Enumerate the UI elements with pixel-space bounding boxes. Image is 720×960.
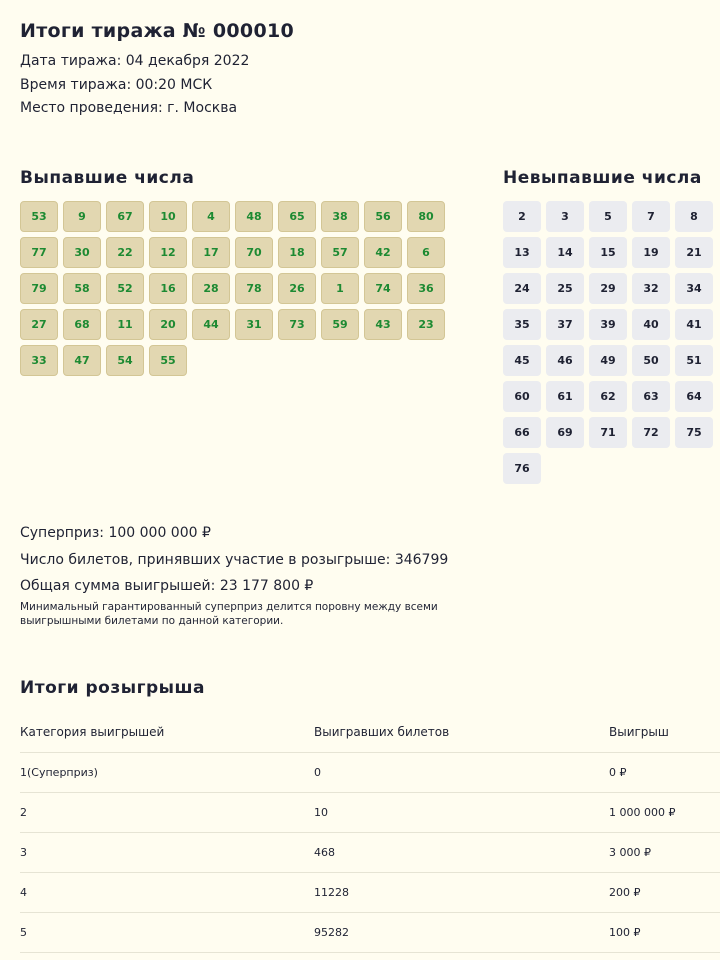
undrawn-number: 69: [546, 417, 584, 448]
undrawn-number: 40: [632, 309, 670, 340]
drawn-number: 33: [20, 345, 58, 376]
drawn-numbers-grid: [20, 201, 445, 376]
column-header-prize: Выигрыш: [609, 725, 669, 739]
undrawn-number: 34: [675, 273, 713, 304]
undrawn-number: 51: [675, 345, 713, 376]
draw-date: Дата тиража: 04 декабря 2022: [20, 53, 250, 69]
undrawn-number: 13: [503, 237, 541, 268]
undrawn-number: 2: [503, 201, 541, 232]
page-title: Итоги тиража № 000010: [20, 20, 295, 42]
drawn-number: 56: [364, 201, 402, 232]
superprize-note: Минимальный гарантированный суперприз делится поровну между всеми выигрышными билетами по данной категории.: [20, 601, 438, 627]
undrawn-number: 71: [589, 417, 627, 448]
drawn-number: 23: [407, 309, 445, 340]
table-row: [20, 793, 720, 833]
drawn-number: 74: [364, 273, 402, 304]
undrawn-number: 35: [503, 309, 541, 340]
category-cell: 5: [20, 926, 27, 939]
drawn-number: 57: [321, 237, 359, 268]
table-row: [20, 753, 720, 793]
table-row: [20, 873, 720, 913]
drawn-number: 26: [278, 273, 316, 304]
undrawn-number: 64: [675, 381, 713, 412]
draw-place: Место проведения: г. Москва: [20, 100, 238, 116]
drawn-number: 44: [192, 309, 230, 340]
undrawn-number: 5: [589, 201, 627, 232]
undrawn-number: 7: [632, 201, 670, 232]
prize-cell: 100 ₽: [609, 926, 641, 939]
undrawn-number: 61: [546, 381, 584, 412]
drawn-number: 67: [106, 201, 144, 232]
column-header-category: Категория выигрышей: [20, 725, 165, 739]
drawn-number: 22: [106, 237, 144, 268]
drawn-number: 54: [106, 345, 144, 376]
drawn-number: 68: [63, 309, 101, 340]
undrawn-number: 39: [589, 309, 627, 340]
results-table: [20, 712, 720, 953]
superprize: Суперприз: 100 000 000 ₽: [20, 525, 211, 541]
total-winnings: Общая сумма выигрышей: 23 177 800 ₽: [20, 578, 314, 594]
drawn-number: 18: [278, 237, 316, 268]
undrawn-number: 15: [589, 237, 627, 268]
undrawn-number: 62: [589, 381, 627, 412]
drawn-number: 80: [407, 201, 445, 232]
tickets-count: Число билетов, принявших участие в розыгрыше: 346799: [20, 552, 449, 568]
undrawn-number: 63: [632, 381, 670, 412]
category-cell: 2: [20, 806, 27, 819]
drawn-number: 27: [20, 309, 58, 340]
undrawn-number: 24: [503, 273, 541, 304]
drawn-number: 55: [149, 345, 187, 376]
undrawn-number: 46: [546, 345, 584, 376]
drawn-number: 4: [192, 201, 230, 232]
prize-cell: 1 000 000 ₽: [609, 806, 676, 819]
winners-cell: 95282: [314, 926, 349, 939]
undrawn-number: 19: [632, 237, 670, 268]
undrawn-number: 37: [546, 309, 584, 340]
category-cell: 4: [20, 886, 27, 899]
undrawn-number: 72: [632, 417, 670, 448]
winners-cell: 468: [314, 846, 335, 859]
prize-cell: 200 ₽: [609, 886, 641, 899]
undrawn-number: 50: [632, 345, 670, 376]
drawn-number: 48: [235, 201, 273, 232]
table-row: [20, 833, 720, 873]
undrawn-numbers-grid: [503, 201, 713, 484]
drawn-number: 53: [20, 201, 58, 232]
drawn-number: 36: [407, 273, 445, 304]
undrawn-number: 14: [546, 237, 584, 268]
drawn-number: 47: [63, 345, 101, 376]
drawn-number: 9: [63, 201, 101, 232]
drawn-number: 43: [364, 309, 402, 340]
category-cell: 3: [20, 846, 27, 859]
drawn-number: 30: [63, 237, 101, 268]
winners-cell: 0: [314, 766, 321, 779]
drawn-number: 58: [63, 273, 101, 304]
drawn-number: 10: [149, 201, 187, 232]
drawn-number: 16: [149, 273, 187, 304]
drawn-number: 65: [278, 201, 316, 232]
drawn-number: 52: [106, 273, 144, 304]
category-cell: 1(Суперприз): [20, 766, 98, 779]
drawn-number: 6: [407, 237, 445, 268]
drawn-number: 73: [278, 309, 316, 340]
drawn-number: 59: [321, 309, 359, 340]
drawn-number: 28: [192, 273, 230, 304]
drawn-number: 11: [106, 309, 144, 340]
drawn-numbers-title: Выпавшие числа: [20, 168, 195, 188]
results-title: Итоги розыгрыша: [20, 678, 206, 698]
drawn-number: 79: [20, 273, 58, 304]
undrawn-number: 75: [675, 417, 713, 448]
undrawn-number: 66: [503, 417, 541, 448]
table-row: [20, 913, 720, 953]
undrawn-number: 25: [546, 273, 584, 304]
undrawn-number: 21: [675, 237, 713, 268]
drawn-number: 70: [235, 237, 273, 268]
prize-cell: 0 ₽: [609, 766, 627, 779]
drawn-number: 17: [192, 237, 230, 268]
draw-time: Время тиража: 00:20 МСК: [20, 77, 213, 93]
winners-cell: 10: [314, 806, 328, 819]
undrawn-number: 41: [675, 309, 713, 340]
undrawn-number: 49: [589, 345, 627, 376]
drawn-number: 77: [20, 237, 58, 268]
undrawn-number: 29: [589, 273, 627, 304]
undrawn-number: 45: [503, 345, 541, 376]
drawn-number: 42: [364, 237, 402, 268]
drawn-number: 78: [235, 273, 273, 304]
drawn-number: 31: [235, 309, 273, 340]
undrawn-number: 76: [503, 453, 541, 484]
prize-cell: 3 000 ₽: [609, 846, 651, 859]
undrawn-number: 60: [503, 381, 541, 412]
drawn-number: 20: [149, 309, 187, 340]
undrawn-number: 3: [546, 201, 584, 232]
drawn-number: 12: [149, 237, 187, 268]
column-header-winners: Выигравших билетов: [314, 725, 450, 739]
table-header: [20, 712, 720, 753]
drawn-number: 1: [321, 273, 359, 304]
drawn-number: 38: [321, 201, 359, 232]
undrawn-numbers-title: Невыпавшие числа: [503, 168, 702, 188]
undrawn-number: 32: [632, 273, 670, 304]
undrawn-number: 8: [675, 201, 713, 232]
winners-cell: 11228: [314, 886, 349, 899]
